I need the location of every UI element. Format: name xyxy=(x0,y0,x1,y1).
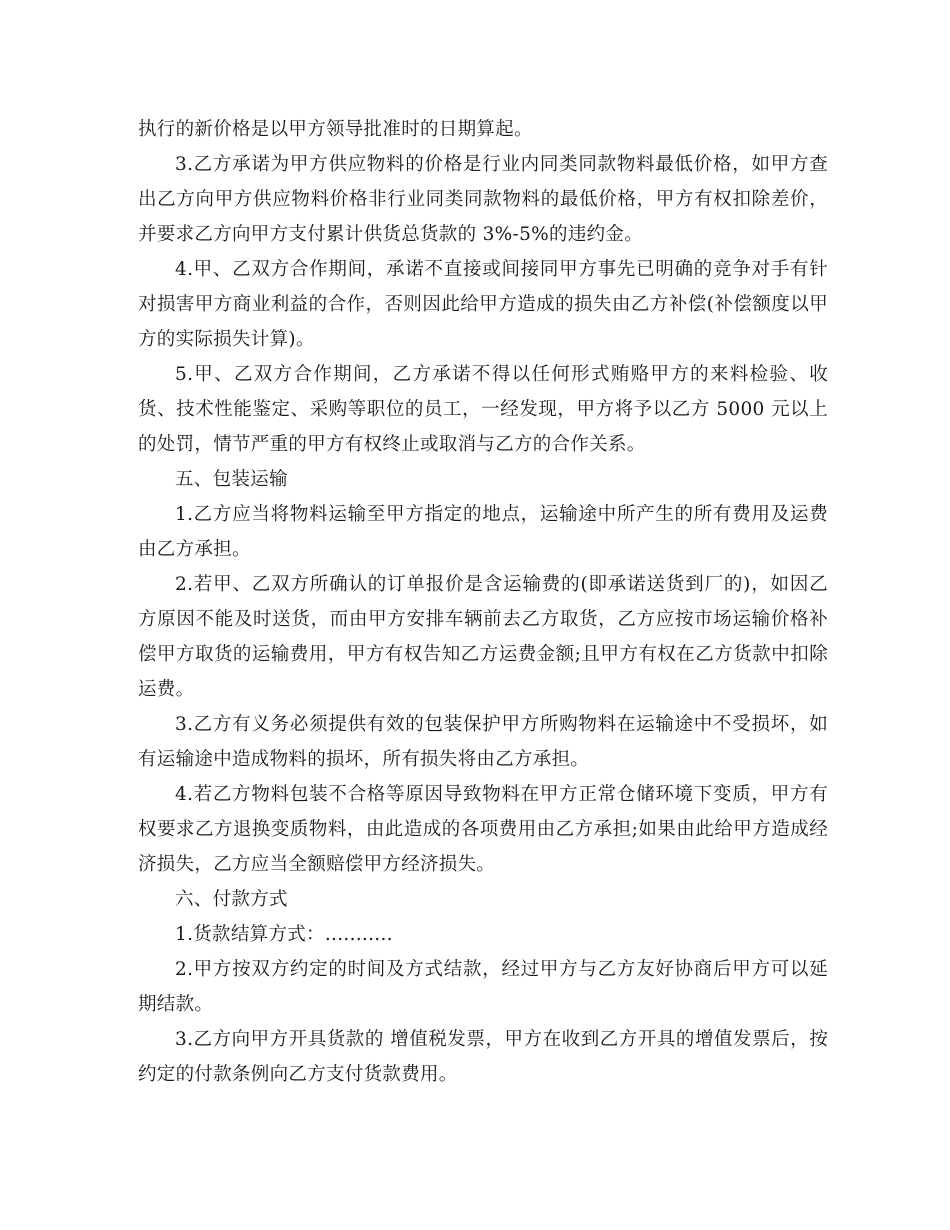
clause-4-4: 4.甲、乙双方合作期间，承诺不直接或间接同甲方事先已明确的竞争对手有针对损害甲方商业利益的合作，否则因此给甲方造成的损失由乙方补偿(补偿额度以甲方的实际损失计算)。 xyxy=(138,259,828,350)
document-body xyxy=(138,112,828,1092)
clause-6-3: 3.乙方向甲方开具货款的 增值税发票，甲方在收到乙方开具的增值发票后，按约定的付款条例向乙方支付货款费用。 xyxy=(138,1029,828,1085)
clause-4-3: 3.乙方承诺为甲方供应物料的价格是行业内同类同款物料最低价格，如甲方查出乙方向甲方供应物料价格非行业同类同款物料的最低价格，甲方有权扣除差价，并要求乙方向甲方支付累计供货总货款的 3%-5%的违约金。 xyxy=(138,154,828,245)
paragraph-continuation: 执行的新价格是以甲方领导批准时的日期算起。 xyxy=(138,119,533,140)
clause-5-2: 2.若甲、乙双方所确认的订单报价是含运输费的(即承诺送货到厂的)，如因乙方原因不能及时送货，而由甲方安排车辆前去乙方取货，乙方应按市场运输价格补偿甲方取货的运输费用，甲方有权告知乙方运费金额;且甲方有权在乙方货款中扣除运费。 xyxy=(138,574,828,700)
clause-5-1: 1.乙方应当将物料运输至甲方指定的地点，运输途中所产生的所有费用及运费由乙方承担。 xyxy=(138,504,828,560)
clause-6-2: 2.甲方按双方约定的时间及方式结款，经过甲方与乙方友好协商后甲方可以延期结款。 xyxy=(138,959,828,1015)
clause-6-1: 1.货款结算方式：........... xyxy=(175,924,393,945)
clause-5-4: 4.若乙方物料包装不合格等原因导致物料在甲方正常仓储环境下变质，甲方有权要求乙方退换变质物料，由此造成的各项费用由乙方承担;如果由此给甲方造成经济损失，乙方应当全额赔偿甲方经济损失。 xyxy=(138,784,828,875)
section-heading-packaging: 五、包装运输 xyxy=(175,469,288,490)
clause-4-5: 5.甲、乙双方合作期间，乙方承诺不得以任何形式贿赂甲方的来料检验、收货、技术性能鉴定、采购等职位的员工，一经发现，甲方将予以乙方 5000 元以上的处罚，情节严重的甲方有权终止或取消与乙方的合作关系。 xyxy=(138,364,828,455)
clause-5-3: 3.乙方有义务必须提供有效的包装保护甲方所购物料在运输途中不受损坏，如有运输途中造成物料的损坏，所有损失将由乙方承担。 xyxy=(138,714,828,770)
section-heading-payment: 六、付款方式 xyxy=(175,889,288,910)
